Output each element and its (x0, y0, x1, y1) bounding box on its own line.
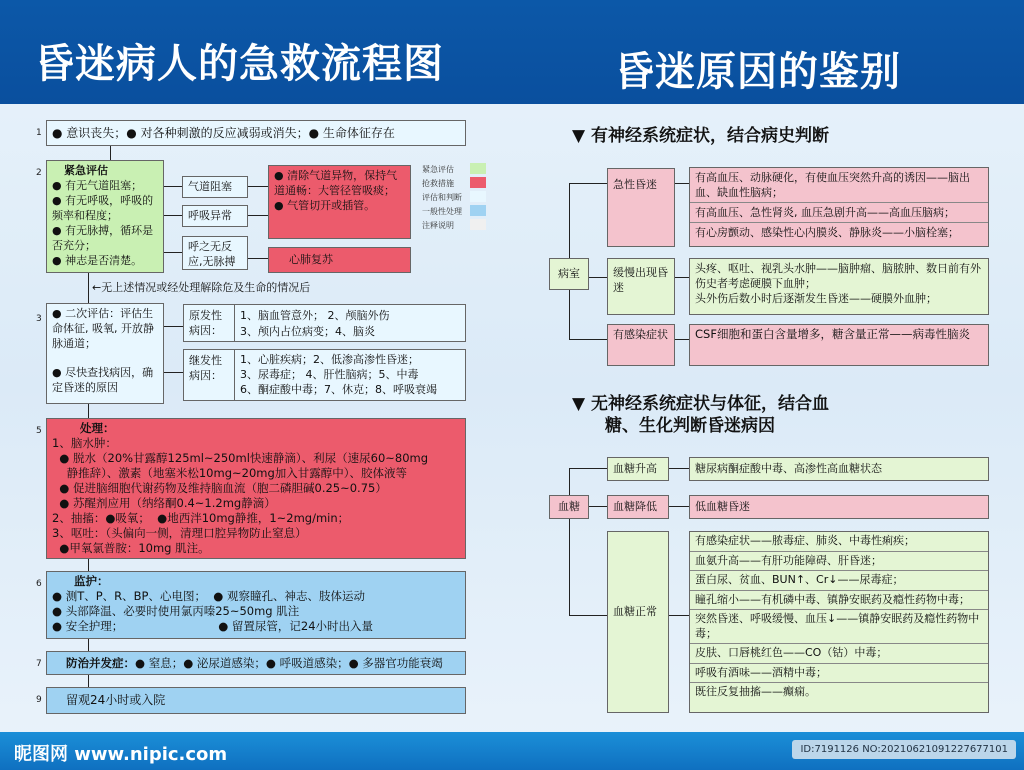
watermark: 昵图网 www.nipic.com (14, 744, 228, 765)
detail-box (689, 258, 989, 315)
treatment-line: 1、脑水肿： (52, 436, 117, 450)
connector (164, 215, 182, 216)
legend-label: 抢救措施 (422, 179, 454, 188)
category-label: 有感染症状 (613, 328, 668, 341)
connector (88, 639, 89, 651)
complications-text: ● 窒息；● 泌尿道感染；● 呼吸道感染；● 多器官功能衰竭 (135, 656, 443, 670)
footer-bar (0, 732, 1024, 770)
root-ward-label: 病室 (558, 267, 580, 280)
monitoring-box (46, 571, 466, 639)
step-number: 5 (36, 426, 42, 436)
step1-text: ● 意识丧失；● 对各种刺激的反应减弱或消失；● 生命体征存在 (52, 126, 395, 140)
root-glucose-box (549, 495, 589, 519)
secondary-cause-3: 6、酮症酸中毒；7、休克；8、呼吸衰竭 (240, 383, 437, 396)
connector (88, 404, 89, 418)
connector (248, 215, 268, 216)
connector (88, 675, 89, 687)
category-box (607, 495, 669, 519)
connector (88, 559, 89, 571)
tree-line (669, 615, 689, 616)
detail-line: 有心房颤动、感染性心内膜炎、静脉炎——小脑栓塞； (695, 226, 959, 239)
detail-line: 既往反复抽搐——癫痫。 (695, 685, 816, 698)
complications-title: 防治并发症： (66, 656, 135, 670)
emergency-title: 紧急评估 (64, 164, 108, 177)
legend-label: 一般性处理 (422, 207, 462, 216)
detail-line: 有感染症状——脓毒症、肺炎、中毒性痢疾； (695, 534, 915, 547)
detail-line: CSF细胞和蛋白含量增多，糖含量正常——病毒性脑炎 (695, 327, 970, 341)
category-box (607, 168, 675, 247)
secondary-eval-text: ● 二次评估：评估生命体征, 吸氧, 开放静脉通道； (52, 307, 154, 350)
airway-treatment-box (268, 165, 411, 239)
root-glucose-label: 血糖 (558, 500, 580, 513)
airway-block-label: 气道阻塞 (188, 180, 232, 193)
breathing-abnormal-label: 呼吸异常 (188, 209, 232, 222)
section2-heading-1: ▼ 无神经系统症状与体征，结合血 (572, 394, 829, 414)
connector (164, 252, 182, 253)
tree-line (569, 615, 607, 616)
treatment-title: 处理： (80, 421, 115, 435)
primary-cause-1: 1、脑血管意外； 2、颅脑外伤 (240, 309, 390, 322)
category-label: 急性昏迷 (613, 178, 657, 191)
secondary-cause-label: 继发性病因： (189, 354, 222, 382)
tree-line (569, 468, 570, 615)
left-title: 昏迷病人的急救流程图 (34, 41, 444, 87)
treatment-line: ● 促进脑细胞代谢药物及维持脑血流（胞二磷胆碱0.25~0.75） (52, 481, 387, 495)
legend-label: 注释说明 (422, 221, 454, 230)
section1-heading: ▼ 有神经系统症状，结合病史判断 (572, 126, 829, 146)
monitoring-line: ● 头部降温、必要时使用氯丙嗪25~50mg 肌注 (52, 604, 300, 618)
primary-cause-label: 原发性病因： (189, 309, 222, 337)
step-number: 2 (36, 168, 42, 178)
image-id: ID:7191126 NO:20210621091227677101 (792, 740, 1016, 759)
connector (248, 258, 268, 259)
tree-line (569, 468, 607, 469)
detail-line: 呼吸有酒味——酒精中毒； (695, 665, 827, 679)
divider (234, 305, 235, 342)
emergency-item: ● 有无气道阻塞； (52, 179, 143, 192)
note-text: ←无上述情况或经处理解除危及生命的情况后 (92, 281, 311, 294)
category-label: 血糖升高 (613, 462, 657, 475)
detail-line: 糖尿病酮症酸中毒、高渗性高血糖状态 (695, 462, 882, 475)
tree-line (675, 277, 689, 278)
connector (164, 326, 183, 327)
category-box (607, 457, 669, 481)
secondary-eval-box (46, 303, 164, 404)
airway-block-box (182, 176, 248, 198)
treatment-item: ● 气管切开或插管。 (274, 199, 376, 212)
complications-box (46, 651, 466, 675)
emergency-item: ● 有无呼吸，呼吸的频率和程度； (52, 194, 154, 222)
secondary-cause-1: 1、心脏疾病；2、低渗高渗性昏迷； (240, 353, 419, 366)
root-ward-box (549, 258, 589, 290)
treatment-line: 3、呕吐：（头偏向一侧，清理口腔异物防止窒息） (52, 526, 307, 540)
connector (164, 372, 183, 373)
detail-line: 有高血压、动脉硬化，有使血压突然升高的诱因——脑出血、缺血性脑病； (695, 171, 970, 199)
legend-swatch (470, 219, 486, 230)
legend-swatch (470, 177, 486, 188)
legend-label: 评估和判断 (422, 193, 462, 202)
detail-line: 头疼、呕吐、视乳头水肿——脑肿瘤、脑脓肿、数日前有外伤史者考虑硬膜下血肿； (695, 262, 981, 290)
monitoring-line: ● 安全护理； ● 留置尿管，记24小时出入量 (52, 619, 374, 633)
detail-box (689, 167, 989, 247)
section2-heading-2: 糖、生化判断昏迷病因 (605, 416, 775, 436)
detail-line: 瞳孔缩小——有机磷中毒、镇静安眠药及瘾性药物中毒； (695, 592, 970, 606)
detail-line: 突然昏迷、呼吸缓慢、血压↓——镇静安眠药及瘾性药物中毒； (695, 612, 980, 640)
category-label: 缓慢出现昏迷 (613, 266, 668, 294)
find-cause-text: ● 尽快查找病因，确定昏迷的原因 (52, 366, 154, 394)
right-title: 昏迷原因的鉴别 (614, 49, 901, 95)
category-box (607, 531, 669, 713)
detail-box (689, 457, 989, 481)
treatment-line: ● 脱水（20%甘露醇125ml~250ml快速静滴）、利尿（速尿60~80mg (52, 451, 429, 465)
detail-line: 血氨升高——有肝功能障碍、肝昏迷； (695, 553, 882, 567)
detail-line: 皮肤、口唇桃红色——CO（钴）中毒； (695, 646, 888, 659)
connector (110, 146, 111, 160)
monitoring-line: ● 测T、P、R、BP、心电图； ● 观察瞳孔、神志、肢体运动 (52, 589, 365, 603)
legend-swatch (470, 163, 486, 174)
detail-line: 头外伤后数小时后逐渐发生昏迷——硬膜外血肿； (695, 292, 937, 305)
detail-line: 有高血压、急性肾炎, 血压急剧升高——高血压脑病； (695, 206, 955, 219)
detail-box (689, 324, 989, 366)
primary-cause-2: 3、颅内占位病变；4、脑炎 (240, 325, 375, 338)
step1-box (46, 120, 466, 146)
step-number: 3 (36, 314, 42, 324)
connector (248, 186, 268, 187)
divider (234, 350, 235, 401)
treatment-line: ●甲氧氯普胺：10mg 肌注。 (52, 541, 210, 555)
legend-label: 紧急评估 (422, 165, 454, 174)
category-label: 血糖正常 (613, 605, 657, 618)
observation-box (46, 687, 466, 714)
step-number: 9 (36, 695, 42, 705)
category-box (607, 258, 675, 315)
treatment-item: ● 清除气道异物，保持气道通畅：大管径管吸痰； (274, 169, 398, 197)
emergency-assessment-box (46, 160, 164, 273)
no-pulse-box (182, 236, 248, 270)
tree-line (569, 339, 607, 340)
tree-line (569, 183, 607, 184)
detail-line: 蛋白尿、贫血、BUN↑、Cr↓——尿毒症； (695, 573, 904, 586)
detail-line: 低血糖昏迷 (695, 500, 750, 513)
detail-box (689, 495, 989, 519)
tree-line (675, 339, 689, 340)
treatment-line: ● 苏醒剂应用（纳络酮0.4~1.2mg静滴） (52, 496, 276, 510)
connector (88, 273, 89, 303)
step-number: 7 (36, 659, 42, 669)
step-number: 6 (36, 579, 42, 589)
category-label: 血糖降低 (613, 500, 657, 513)
emergency-item: ● 神志是否清楚。 (52, 254, 143, 267)
tree-line (675, 183, 689, 184)
primary-cause-box (183, 304, 466, 342)
tree-line (669, 506, 689, 507)
secondary-cause-2: 3、尿毒症； 4、肝性脑病；5、中毒 (240, 368, 419, 381)
cpr-box (268, 247, 411, 273)
observation-text: 留观24小时或入院 (66, 693, 166, 707)
treatment-box (46, 418, 466, 559)
monitoring-title: 监护： (74, 574, 109, 588)
emergency-item: ● 有无脉搏，循环是否充分； (52, 224, 154, 252)
tree-line (669, 468, 689, 469)
treatment-line: 静推辞）、激素（地塞米松10mg~20mg加入甘露醇中）、胶体液等 (52, 466, 408, 480)
breathing-abnormal-box (182, 205, 248, 227)
treatment-line: 2、抽搐：●吸氧； ●地西泮10mg静推，1~2mg/min； (52, 511, 350, 525)
step-number: 1 (36, 128, 42, 138)
connector (164, 186, 182, 187)
legend-swatch (470, 205, 486, 216)
header-banner (0, 0, 1024, 104)
legend-swatch (470, 191, 486, 202)
secondary-cause-box (183, 349, 466, 401)
category-box (607, 324, 675, 366)
no-pulse-label: 呼之无反应,无脉搏 (188, 240, 236, 268)
detail-box (689, 531, 989, 713)
cpr-label: 心肺复苏 (289, 253, 333, 266)
